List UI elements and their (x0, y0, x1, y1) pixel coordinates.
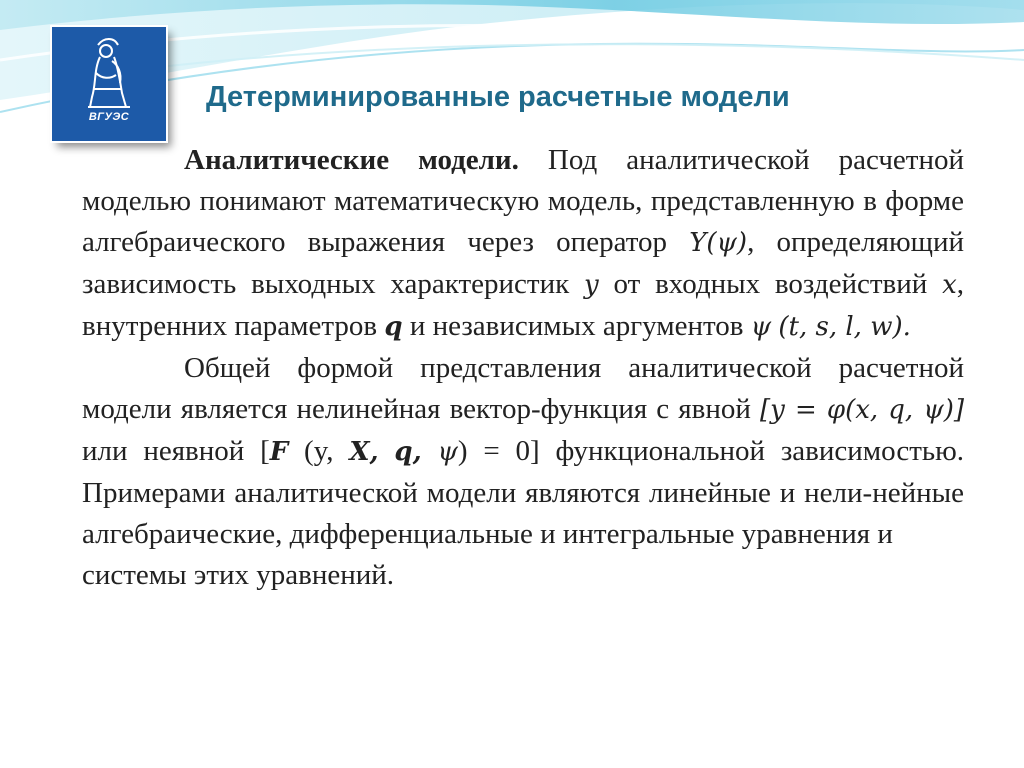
paragraph-systems (82, 555, 964, 596)
para2-text2: или неявной [ (82, 435, 270, 467)
paragraph-analytic-models (82, 140, 964, 348)
var-y: y (584, 270, 599, 300)
paragraph-general-form (82, 348, 964, 555)
explicit-formula: [y = φ(x, q, ψ)] (759, 395, 964, 425)
arguments-list: (t, s, l, w). (778, 312, 911, 342)
para2-text4: ) = 0] функциональной зависимостью. Примерами аналитической модели являются линейные и нели-нейные алгебраические, дифференциальные и интегральные уравнения и (82, 435, 965, 550)
para1-text2: , определяющий зависимость выходных характеристик (82, 226, 965, 300)
var-psi: ψ (750, 312, 772, 342)
var-X: X, (349, 437, 379, 467)
logo-text: ВГУЭС (88, 111, 130, 123)
para1-text5: и независимых аргументов (409, 310, 744, 342)
monument-figure-icon (52, 27, 166, 141)
para2-text1: Общей формой представления аналитической расчетной модели является нелинейная вектор-функция с явной (82, 352, 964, 425)
para3-text1: системы этих уравнений. (82, 559, 395, 591)
para2-text3: (y, (304, 435, 334, 467)
var-x: x (942, 270, 957, 300)
slide-body (82, 140, 964, 596)
var-F: F (269, 437, 289, 467)
var-q: q (384, 312, 403, 342)
var-psi2: ψ (437, 437, 458, 467)
page-title: Детерминированные расчетные модели (206, 81, 790, 113)
operator-y-psi: Y(ψ) (689, 228, 748, 258)
logo (52, 27, 166, 141)
var-q2: q, (394, 437, 422, 467)
para1-text1: Под аналитической расчетной моделью понимают математическую модель, представленную в форме алгебраического выражения через оператор (82, 144, 965, 258)
para1-text3: от входных воздействий (613, 268, 928, 300)
lead-term: Аналитические модели. (184, 144, 519, 176)
para1-text4: , внутренних параметров (82, 268, 965, 342)
